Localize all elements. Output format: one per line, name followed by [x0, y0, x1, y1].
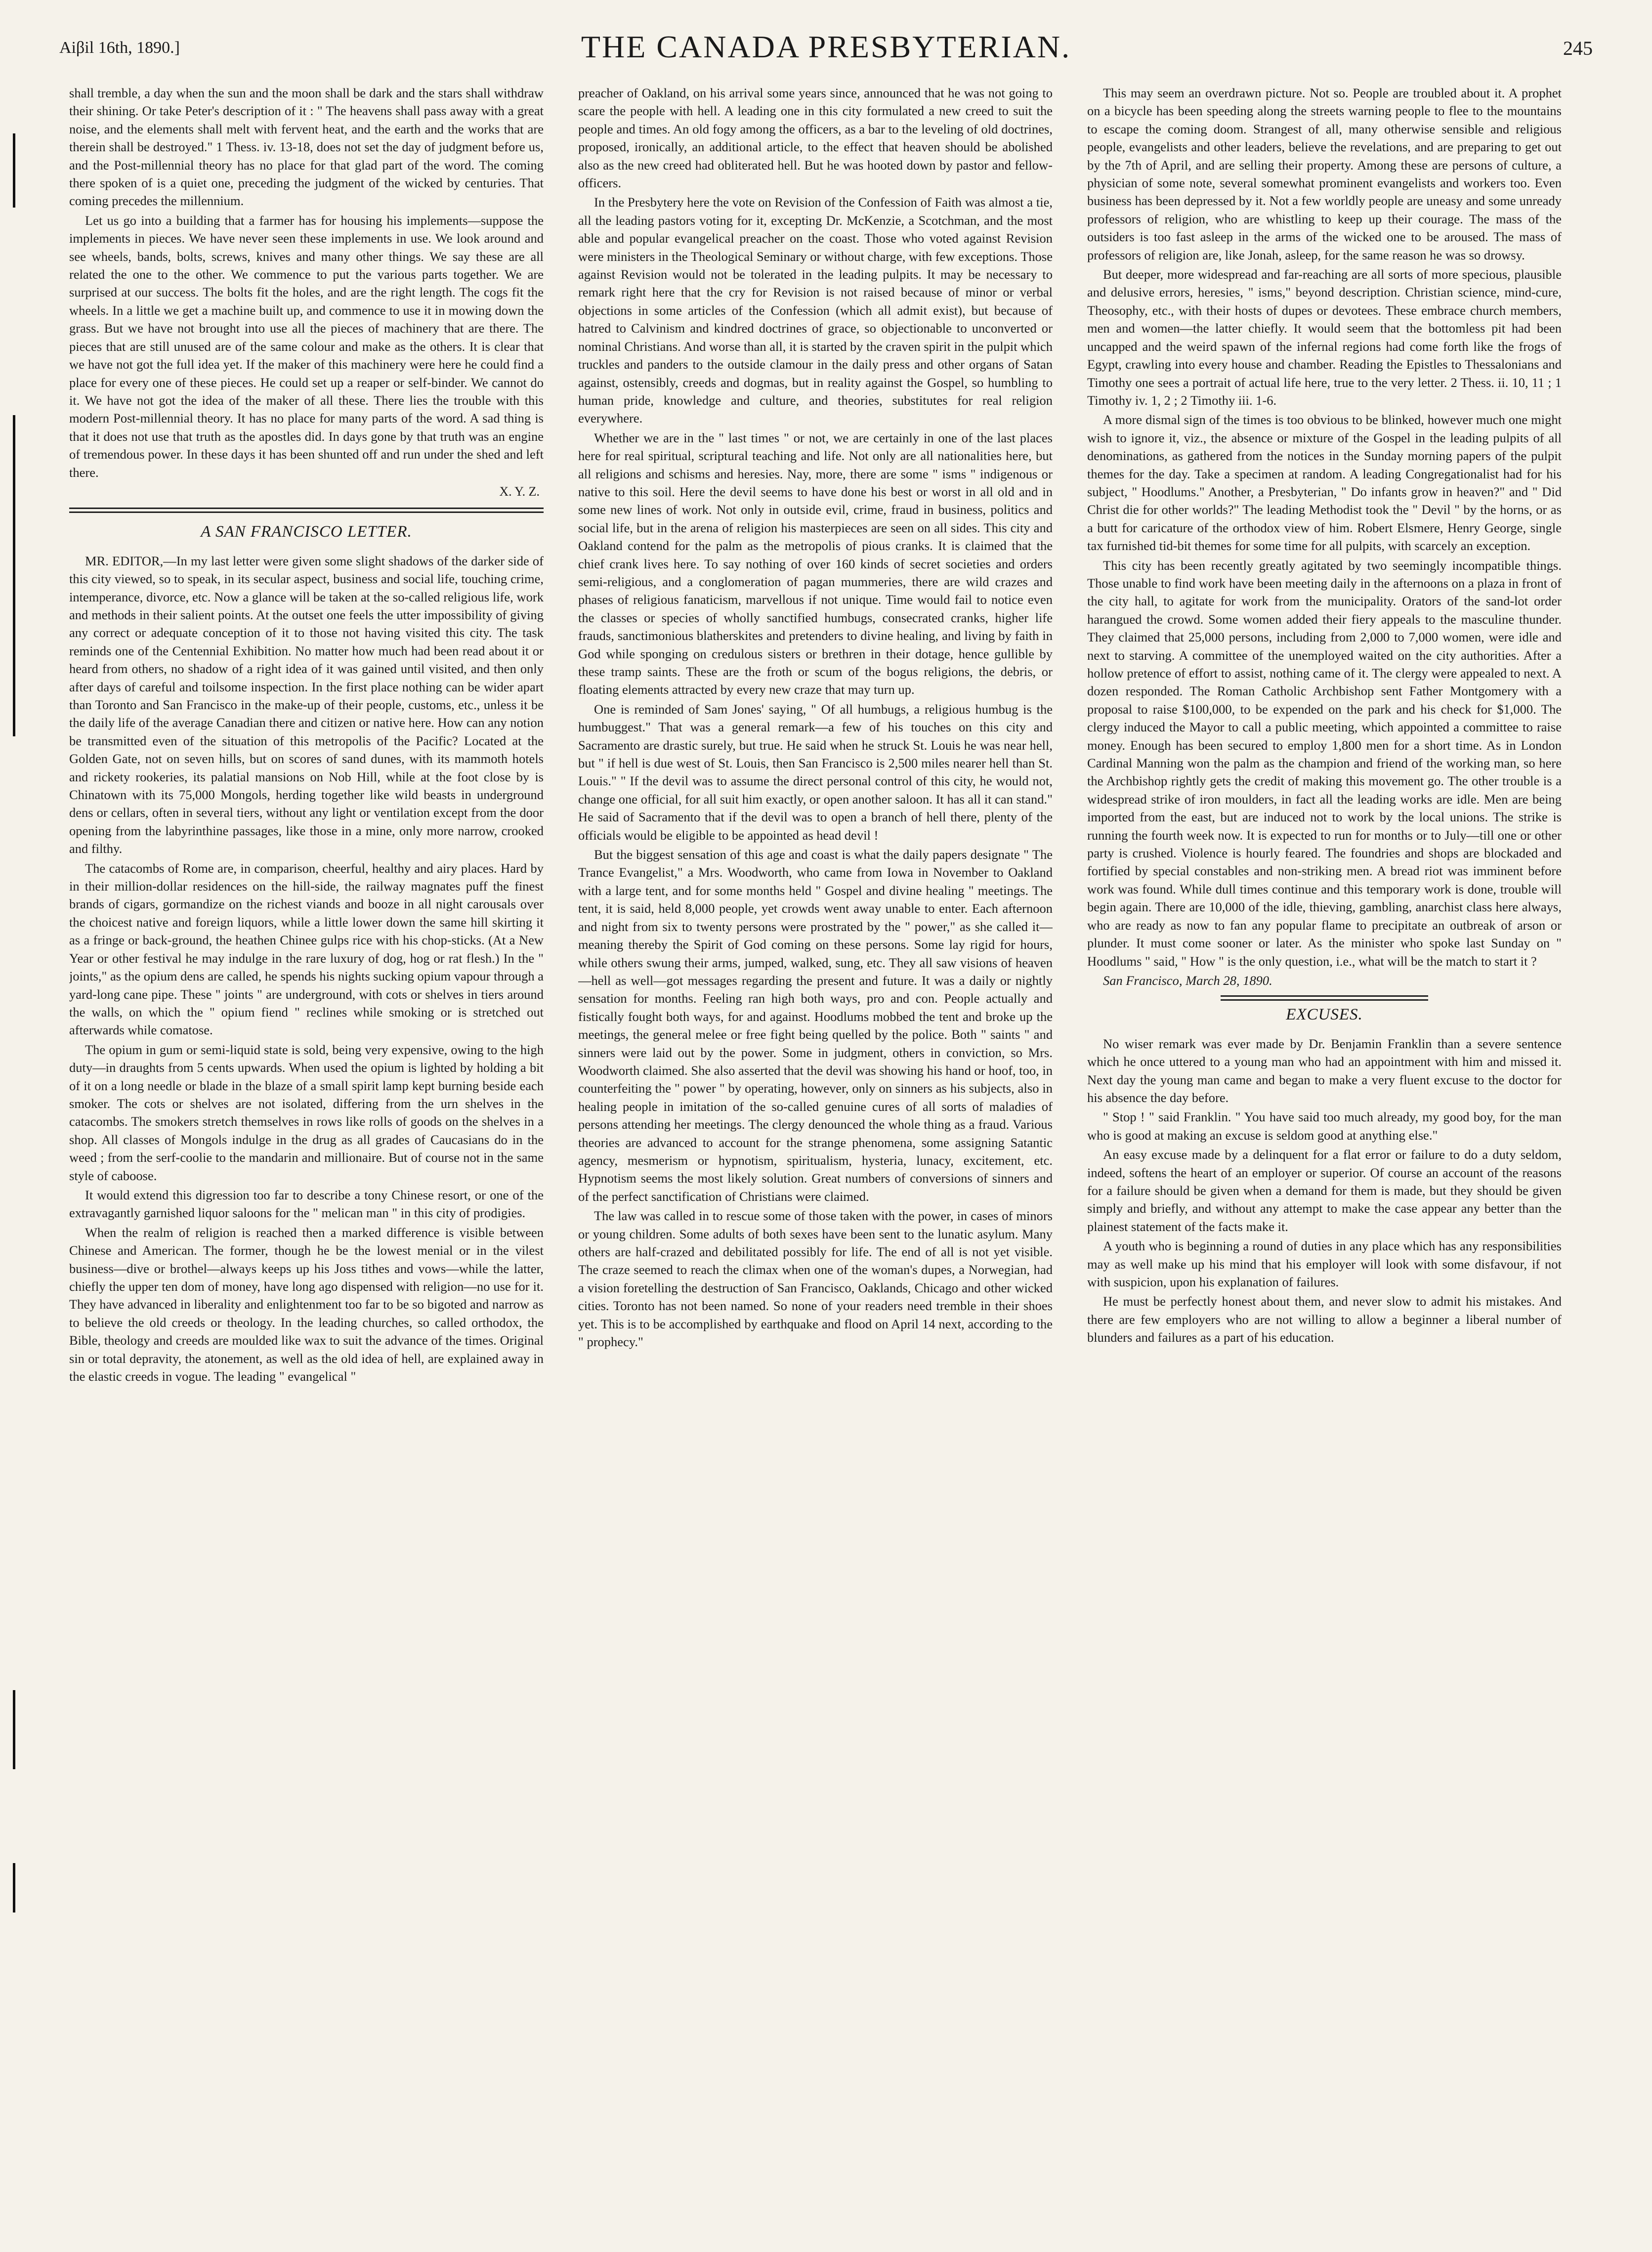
paragraph: MR. EDITOR,—In my last letter were given some slight shadows of the darker side of this city viewed, so to speak, in its secular aspect, business and social life, touching crime, intemperance, divorce, etc. Now a glance will be taken at the so-called religious life, work and methods in their salient points. At the outset one feels the utter impossibility of giving any correct or adequate conception of it to those not having visited this city. The task reminds one of the Centennial Exhibition. No matter how much had been read about it or heard from others, no shadow of a right idea of it was gained until visited, and then only after days of careful and toilsome inspection. In the first place nothing can be wider apart than Toronto and San Francisco in the make-up of their people, customs, etc., unless it be the daily life of the average Canadian there and citizen or native here. How can any notion be transmitted even of the situation of this metropolis of the Pacific? Located at the Golden Gate, not on seven hills, but on scores of sand dunes, with its mammoth hotels and rickety rookeries, its palatial mansions on Nob Hill, while at the foot close by is Chinatown with its 75,000 Mongols, herding together like wild beasts in underground dens or cellars, often in several tiers, without any light or ventilation except from the door opening from the labyrinthine passages, like those in a mine, only more narrow, crooked and filthy. — [69, 553, 544, 856]
margin-mark — [13, 1690, 15, 1769]
newspaper-title: THE CANADA PRESBYTERIAN. — [581, 29, 1071, 64]
paragraph: Whether we are in the " last times " or not, we are certainly in one of the last places here for real spiritual, scriptural teaching and life. Not only are all nationalities here, but all religions and schisms and heresies. Nay, more, there are some " isms " indigenous or native to this soil. Here the devil seems to have done his best or worst in all old and in some new lines of work. Not only in outside evil, crime, fraud in business, politics and social life, but in the arena of religion his masterpieces are seen on all sides. This city and Oakland contend for the palm as the metropolis of pious cranks. It is claimed that the chief crank lives here. To say nothing of over 160 kinds of secret societies and orders semi-religious, and a conglomeration of pagan mummeries, there are wild crazes and phases of religious fanaticism, marvellous if not unique. Time would fail to notice even the classes or species of wholly sanctified humbugs, consecrated cranks, higher life frauds, sanctimonious blatherskites and pretenders to divine healing, and living by faith in God while sponging on credulous sisters or brethren in their dotage, hence gullible by these tramp saints. These are the froth or scum of the bogus religions, the debris, or floating elements attracted by every new craze that may turn up. — [578, 430, 1053, 697]
paragraph: A youth who is beginning a round of duties in any place which has any responsibilities may as well make up his mind that his employer will look with some disfavour, if not with suspicion, upon his explanation of failures. — [1087, 1238, 1562, 1289]
paragraph: preacher of Oakland, on his arrival some years since, announced that he was not going to scare the people with hell. A leading one in this city formulated a new creed to suit the people and times. An old fogy among the officers, as a bar to the leveling of old doctrines, proposed, ironically, an additional article, to the effect that heaven should be abolished also as the new creed had obliterated hell. But he was hooted down by pastor and fellow-officers. — [578, 85, 1053, 191]
paragraph: An easy excuse made by a delinquent for a flat error or failure to do a duty seldom, indeed, softens the heart of an employer or superior. Of course an account of the reasons for a failure should be given when a demand for them is made, but they should be given simply and briefly, and without any attempt to make the case appear any better than the plainest statement of the facts make it. — [1087, 1147, 1562, 1234]
issue-date: Aiβil 16th, 1890.] — [59, 39, 180, 57]
paragraph: When the realm of religion is reached then a marked difference is visible between Chinese and American. The former, though he be the lowest menial or in the vilest business—dive or brothel—always keeps up his Joss tithes and vows—while the latter, chiefly the upper ten dom of money, have long ago dispensed with religion—no use for it. They have advanced in liberality and enlightenment too far to be so bigoted and narrow as to believe the old creeds or theology. In the leading churches, so called orthodox, the Bible, theology and creeds are moulded like wax to suit the advance of the times. Original sin or total depravity, the atonement, as well as the old idea of hell, are explained away in the elastic creeds in vogue. The leading " evangelical " — [69, 1225, 544, 1384]
article-heading: A SAN FRANCISCO LETTER. — [201, 523, 412, 541]
paragraph: It would extend this digression too far to describe a tony Chinese resort, or one of the extravagantly garnished liquor saloons for the " melican man " in this city of prodigies. — [69, 1187, 544, 1221]
section-divider — [1221, 995, 1428, 1001]
paragraph: This city has been recently greatly agitated by two seemingly incompatible things. Those unable to find work have been meeting daily in the afternoons on a plaza in front of the city hall, to agitate for work from the municipality. Orators of the sand-lot order harangued the crowd. Some women added their fiery appeals to the masculine thunder. They claimed that 25,000 persons, including from 2,000 to 7,000 women, were idle and next to starving. A committee of the unemployed waited on the city authorities. After a hollow pretence of effort to assist, nothing came of it. The clergy were appealed to next. A dozen responded. The Roman Catholic Archbishop sent Father Montgomery with a proposal to raise $100,000, to be expended on the park and his check for $1,000. The clergy induced the Mayor to call a public meeting, which appointed a committee to raise money. Enough has been secured to employ 1,800 men for a short time. As in London Cardinal Manning won the palm as the champion and friend of the working man, so here the Archbishop rightly gets the credit of making this movement go. The other trouble is a widespread strike of iron moulders, in fact all the leading works are idle. Men are being imported from the east, but are induced not to work by the local unions. The strike is running the fourth week now. It is expected to run for months or to July—till one or other party is crushed. Violence is hourly feared. The foundries and shops are blockaded and fortified by special constables and non-striking men. A bread riot was imminent before work was found. While dull times continue and this temporary work is done, trouble will begin again. There are 10,000 of the idle, thieving, gambling, anarchist class here always, who are ready as now to fan any popular flame to precipitate an outbreak of arson or plunder. It must come sooner or later. As the minister who spoke last Sunday on " Hoodlums " said, " How " is the only question, i.e., what will be the match to start it ? — [1087, 557, 1562, 969]
paragraph: " Stop ! " said Franklin. " You have said too much already, my good boy, for the man who is good at making an excuse is seldom good at anything else." — [1087, 1109, 1562, 1143]
paragraph: One is reminded of Sam Jones' saying, " Of all humbugs, a religious humbug is the humbuggest." That was a general remark—a few of his touches on this city and Sacramento are drastic surely, but true. He said when he struck St. Louis he was near hell, but " if hell is due west of St. Louis, then San Francisco is 2,500 miles nearer hell than St. Louis." " If the devil was to assume the direct personal control of this city, he would not, change one official, for all suit him exactly, or open another saloon. It has all it can stand." He said of Sacramento that if the devil was to open a branch of hell there, plenty of the officials would be eligible to be appointed as head devil ! — [578, 701, 1053, 843]
paragraph: Let us go into a building that a farmer has for housing his implements—suppose the implements in pieces. We have never seen these implements in use. We look around and see wheels, bands, bolts, screws, knives and many other things. We say these are all related the one to the other. We commence to put the various parts together. We are surprised at our success. The bolts fit the holes, and are the right length. The cogs fit the wheels. In a little we get a machine built up, and commence to use it in mowing down the grass. But we have not brought into use all the pieces of machinery that are there. The pieces that are still unused are of the same colour and make as the others. It is clear that we have not got the full idea yet. If the maker of this machinery were here he could find a place for every one of these pieces. He could set up a reaper or self-binder. We cannot do it. We have not got the idea of the maker of all these. There lies the trouble with this modern Post-millennial theory. It has no place for many parts of the word. A sad thing is that it does not use that truth as the apostles did. In days gone by that truth was an engine of tremendous power. In these days it has been shunted off and run under the shed and left there. — [69, 212, 544, 480]
signature: X. Y. Z. — [499, 484, 540, 499]
paragraph: No wiser remark was ever made by Dr. Benjamin Franklin than a severe sentence which he once uttered to a young man who had an appointment with him and missed it. Next day the young man came and began to make a very fluent excuse to the doctor for his absence the day before. — [1087, 1036, 1562, 1105]
column-3 — [1087, 84, 1562, 2232]
column-2 — [578, 84, 1053, 2232]
paragraph: This may seem an overdrawn picture. Not so. People are troubled about it. A prophet on a bicycle has been speeding along the streets warning people to flee to the mountains to escape the coming doom. Strangest of all, many otherwise sensible and religious people, evangelists and other leaders, believe the revelations, and are preparing to get out by the 7th of April, and are selling their property. Among these are persons of culture, a physician of some note, several somewhat prominent evangelists and workers too. Even business has been depressed by it. Not a few worldly people are uneasy and some unready professors of religion, who are whistling to keep up their courage. The mass of the outsiders is too fast asleep in the arms of the wicked one to be aroused. The mass of professors of religion are, like Jonah, asleep, for the same reason he was so drowsy. — [1087, 85, 1562, 262]
paragraph: In the Presbytery here the vote on Revision of the Confession of Faith was almost a tie, all the leading pastors voting for it, excepting Dr. McKenzie, a Scotchman, and the most able and popular evangelical preacher on the coast. Those who voted against Revision were ministers in the Theological Seminary or without charge, with few exceptions. Those against Revision would not be tolerated in the leading pulpits. It may be necessary to remark right here that the cry for Revision is not raised because of minor or verbal objections in some articles of the Confession (which all admit exist), but because of hatred to Calvinism and kindred doctrines of grace, so objectionable to unconverted or nominal Christians. And worse than all, it is started by the craven spirit in the pulpit which truckles and panders to the outside clamour in the daily press and other organs of Satan against, ostensibly, creeds and dogmas, but in reality against the Gospel, so humbling to human pride, knowledge and culture, and theories, substitutes for real religion everywhere. — [578, 195, 1053, 426]
margin-mark — [13, 133, 15, 208]
page-number: 245 — [1563, 37, 1593, 59]
paragraph: The catacombs of Rome are, in comparison, cheerful, healthy and airy places. Hard by in their million-dollar residences on the hill-side, the railway magnates puff the finest brands of cigars, gormandize on the richest viands and booze in all night carousals over the choicest native and foreign liquors, while a little lower down the same hill skirting it as a fringe or back-ground, the heathen Chinee gulps rice with his chop-sticks. (At a New Year or other festival he may indulge in the rare luxury of dog, hog or rat flesh.) In the " joints," as the opium dens are called, he spends his nights sucking opium vapour through a yard-long cane pipe. These " joints " are underground, with cots or shelves in tiers around the walls, on which the " opium fiend " reclines while smoking or is stretched out afterwards while comatose. — [69, 860, 544, 1038]
section-divider — [69, 508, 544, 513]
paragraph: He must be perfectly honest about them, and never slow to admit his mistakes. And there are few employers who are not willing to allow a beginner a liberal number of blunders and failures as a part of his education. — [1087, 1294, 1562, 1345]
article-heading: EXCUSES. — [1286, 1006, 1363, 1024]
paragraph: shall tremble, a day when the sun and the moon shall be dark and the stars shall withdraw their shining. Or take Peter's description of it : " The heavens shall pass away with a great noise, and the elements shall melt with fervent heat, and the earth and the works that are therein shall be destroyed." 1 Thess. iv. 13-18, does not set the day of judgment before us, and the Post-millennial theory has no place for that glad part of the word. The coming there spoken of is a quiet one, preceding the judgment of the wicked by centuries. That coming precedes the millennium. — [69, 85, 544, 209]
paragraph: But deeper, more widespread and far-reaching are all sorts of more specious, plausible and delusive errors, heresies, " isms," beyond description. Christian science, mind-cure, Theosophy, etc., with their hosts of dupes or devotees. These embrace church members, men and women—the latter chiefly. It would seem that the bottomless pit had been uncapped and the weird spawn of the infernal regions had come forth like the frogs of Egypt, crawling into every house and chamber. Reading the Epistles to Thessalonians and Timothy one sees a portrait of actual life here, true to the very letter. 2 Thess. ii. 10, 11 ; 1 Timothy iv. 1, 2 ; 2 Timothy iii. 1-6. — [1087, 267, 1562, 408]
paragraph: But the biggest sensation of this age and coast is what the daily papers designate " The Trance Evangelist," a Mrs. Woodworth, who came from Iowa in November to Oakland with a large tent, and for some months held " Gospel and divine healing " meetings. The tent, it is said, held 8,000 people, yet crowds went away unable to enter. Each afternoon and night from six to twenty persons were prostrated by the " power," as she called it—meaning thereby the Spirit of God coming on these persons. Some lay rigid for hours, while others swung their arms, jumped, walked, sung, etc. They all saw visions of heaven—hell as well—got messages regarding the present and future. It was a daily or nightly sensation for months. Feeling ran high both ways, pro and con. People actually and fistically fought both ways, for and against. Hoodlums mobbed the tent and broke up the meetings, the general melee or free fight being quelled by the police. Both " saints " and sinners were laid out by the power. Some in judgment, others in conviction, so Mrs. Woodworth claimed. She also asserted that the devil was showing his hand or hoof, too, in counterfeiting the " power " by operating, however, only on sinners as his subjects, also in healing people in imitation of the so-called genuine cures of all sorts of maladies of persons attending her meetings. The clergy denounced the whole thing as a fraud. Various theories are advanced to account for the strange phenomena, some assigning Satantic agency, mesmerism or hypnotism, spiritualism, hysteria, lunacy, excitement, etc. Hypnotism seems the most likely solution. Great numbers of conversions of sinners and of the perfect sanctification of Christians were claimed. — [578, 847, 1053, 1204]
dateline: San Francisco, March 28, 1890. — [1103, 973, 1272, 988]
paragraph: A more dismal sign of the times is too obvious to be blinked, however much one might wish to ignore it, viz., the absence or mixture of the Gospel in the leading pulpits of all denominations, as gathered from the notices in the Sunday morning papers of the pulpit themes for the day. Take a specimen at random. A leading Congregationalist had for his subject, " Hoodlums." Another, a Presbyterian, " Do infants grow in heaven?" and " Did Christ die for other worlds?" The leading Methodist took the " Devil " by the horns, or as a butt for caricature of the orthodox view of him. Robert Elsmere, Henry George, single tax furnished tid-bit themes for some time for all pulpits, with scarcely an exception. — [1087, 412, 1562, 553]
paragraph: The opium in gum or semi-liquid state is sold, being very expensive, owing to the high duty—in draughts from 5 cents upwards. When used the opium is lighted by holding a bit of it on a long needle or blade in the blaze of a small spirit lamp kept burning beside each smoker. The cots or shelves are not isolated, differing from the urn shelves in the catacombs. The smokers stretch themselves in rows like rolls of goods on the shelves in a shop. All classes of Mongols indulge in the drug as all grades of Caucasians do in the weed ; from the serf-coolie to the mandarin and millionaire. But of course not in the same style of caboose. — [69, 1042, 544, 1183]
masthead — [0, 0, 1652, 69]
column-1 — [69, 84, 544, 2232]
margin-mark — [13, 1863, 15, 1912]
margin-mark — [13, 415, 15, 736]
paragraph: The law was called in to rescue some of those taken with the power, in cases of minors or young children. Some adults of both sexes have been sent to the lunatic asylum. Many others are half-crazed and debilitated possibly for life. The end of all is not yet visible. The craze seemed to reach the climax when one of the woman's dupes, a Norwegian, had a vision foretelling the destruction of San Francisco, Oaklands, Chicago and other wicked cities. Toronto has not been named. So none of your readers need tremble in their shoes yet. This is to be accomplished by earthquake and flood on April 14 next, according to the " prophecy." — [578, 1208, 1053, 1350]
